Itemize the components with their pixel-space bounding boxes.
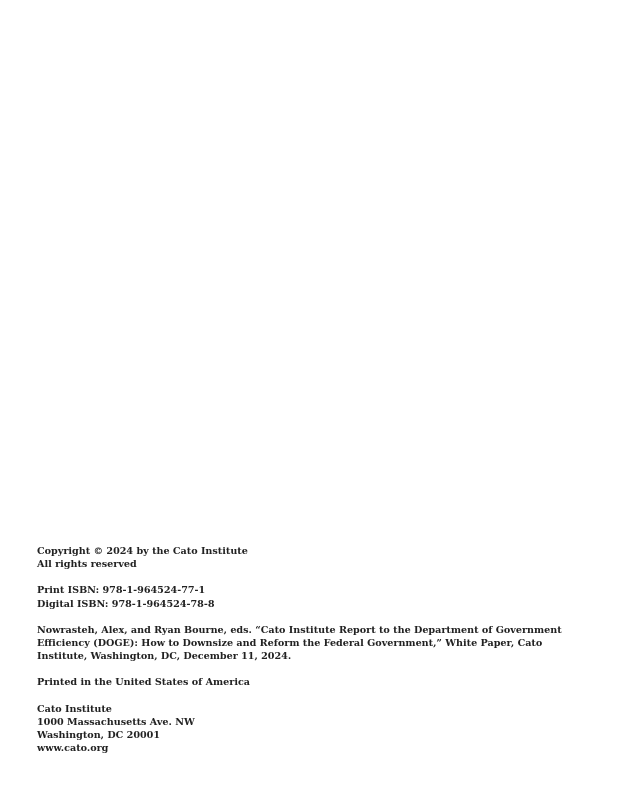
printed-in: Printed in the United States of America xyxy=(37,677,251,689)
address-block xyxy=(37,703,587,756)
copyright-block xyxy=(37,545,587,571)
street-address: 1000 Massachusetts Ave. NW xyxy=(37,716,195,728)
digital-isbn: Digital ISBN: 978-1-964524-78-8 xyxy=(37,598,215,610)
print-isbn: Print ISBN: 978-1-964524-77-1 xyxy=(37,585,206,597)
website-link[interactable]: www.cato.org xyxy=(37,743,109,755)
citation-text: Nowrasteh, Alex, and Ryan Bourne, eds. “Cato Institute Report to the Department of Government Efficiency (DOGE): How to Downsize and Reform the Federal Government,” White Paper, Cato Institute, Washington, DC, December 11, 2024. xyxy=(37,624,562,663)
colophon xyxy=(37,545,587,768)
printed-block xyxy=(37,676,587,689)
isbn-block xyxy=(37,584,587,610)
city-address: Washington, DC 20001 xyxy=(37,730,161,742)
copyright-line: Copyright © 2024 by the Cato Institute xyxy=(37,546,248,557)
publisher-name: Cato Institute xyxy=(37,703,112,715)
rights-reserved: All rights reserved xyxy=(37,559,137,571)
citation-block xyxy=(37,624,587,664)
